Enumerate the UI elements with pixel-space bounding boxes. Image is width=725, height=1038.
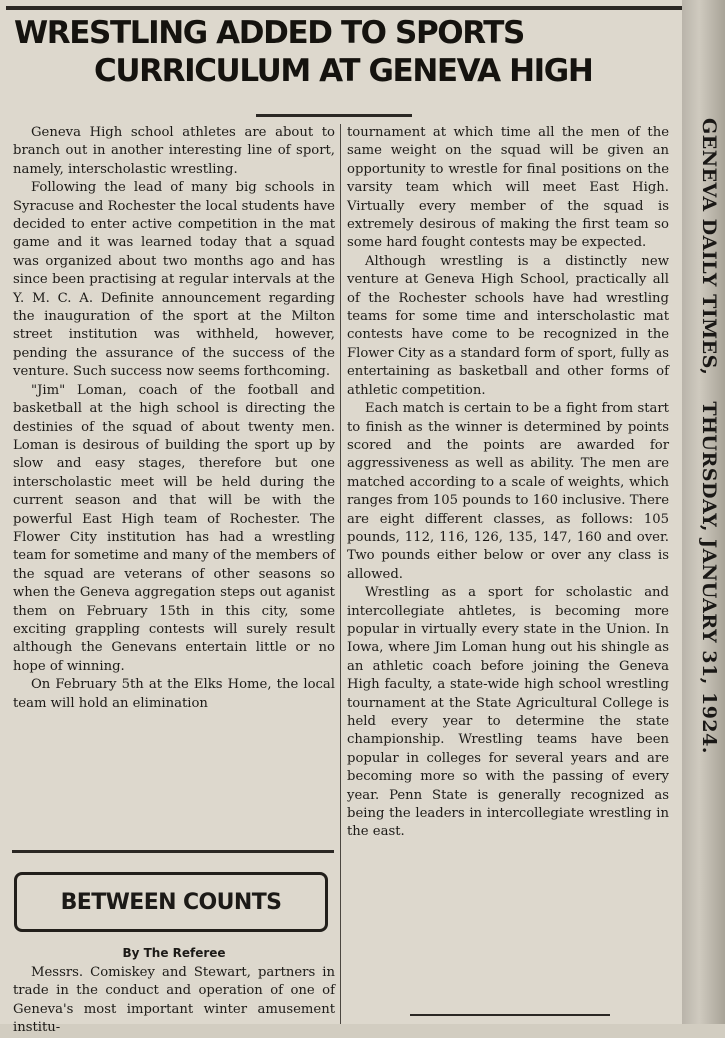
paragraph: Each match is certain to be a fight from start to finish as the winner is determined by points scored and the points are awarded for aggressiveness as well as ability. The men are matched according to a scale of weights, which ranges from 105 pounds to 160 inclusive. There are eight different classes, as follows: 105 pounds, 112, 116, 126, 135, 147, 160 and over. Two pounds either below or over any class is allowed. — [347, 401, 669, 582]
paragraph-continued: tournament at which time all the men of the same weight on the squad will be given an opportunity to wrestle for final positions on the varsity team which will meet East High. Virtually every member of the squad is extremely desirous of making the first team so some hard fought contests may be expected. — [347, 125, 669, 251]
article-column-left — [13, 124, 335, 840]
paper-name: GENEVA DAILY TIMES, — [698, 118, 720, 376]
column-heading: BETWEEN COUNTS — [60, 889, 282, 915]
column-heading-box — [14, 872, 328, 932]
column-divider — [340, 124, 341, 1024]
paragraph: On February 5th at the Elks Home, the local team will hold an elimination — [13, 677, 335, 711]
byline: By The Referee — [122, 946, 226, 960]
section-rule — [12, 850, 334, 853]
end-rule — [410, 1014, 610, 1016]
issue-date: THURSDAY, JANUARY 31, 1924. — [698, 401, 720, 754]
headline — [8, 14, 676, 90]
column-text — [13, 964, 335, 1036]
paragraph: Although wrestling is a distinctly new venture at Geneva High School, practically all of the Rochester schools have had wrestling teams for some time and interscholastic mat contests have come to be recognized in the Flower City as a standard form of sport, fully as entertaining as basketball and other forms of athletic competition. — [347, 253, 669, 398]
top-rule — [6, 6, 682, 10]
paragraph: Following the lead of many big schools in Syracuse and Rochester the local students have decided to enter active competition in the mat game and it was learned today that a squad was organized about two months ago and has since been practising at regular intervals at the Y. M. C. A. Definite announcement regarding the inauguration of the sport at the Milton street institution was withheld, however, pending the assurance of the success of the venture. Such success now seems forthcoming. — [13, 180, 335, 380]
masthead-vertical — [690, 118, 720, 898]
headline-rule — [256, 114, 412, 117]
paragraph: Wrestling as a sport for scholastic and intercollegiate ahtletes, is becoming more popular in virtually every state in the Union. In Iowa, where Jim Loman hung out his shingle as an athletic coach before joining the Geneva High faculty, a state-wide high school wrestling tournament at the State Agricultural College is held every year to determine the state championship. Wrestling teams have been popular in colleges for several years and are becoming more so with the passing of every year. Penn State is generally recognized as being the leaders in intercollegiate wrestling in the east. — [347, 585, 669, 840]
article-column-right — [347, 124, 669, 1012]
headline-line-1: WRESTLING ADDED TO SPORTS — [14, 15, 524, 51]
headline-line-2: CURRICULUM AT GENEVA HIGH — [94, 53, 593, 89]
paragraph: Messrs. Comiskey and Stewart, partners in trade in the conduct and operation of one of Geneva's most important winter amusement institu- — [13, 965, 335, 1036]
paragraph: "Jim" Loman, coach of the football and basketball at the high school is directing the destinies of the squad of about twenty men. Loman is desirous of building the sport up by slow and easy stages, therefore but one interscholastic meet will be held during the current season and that will be with the powerful East High team of Rochester. The Flower City institution has had a wrestling team for sometime and many of the members of the squad are veterans of other seasons so when the Geneva aggregation steps out aganist them on February 15th in this city, some exciting grappling contests will surely result although the Genevans entertain little or no hope of winning. — [13, 382, 335, 674]
paragraph: Geneva High school athletes are about to branch out in another interesting line of sport, namely, interscholastic wrestling. — [13, 125, 335, 177]
